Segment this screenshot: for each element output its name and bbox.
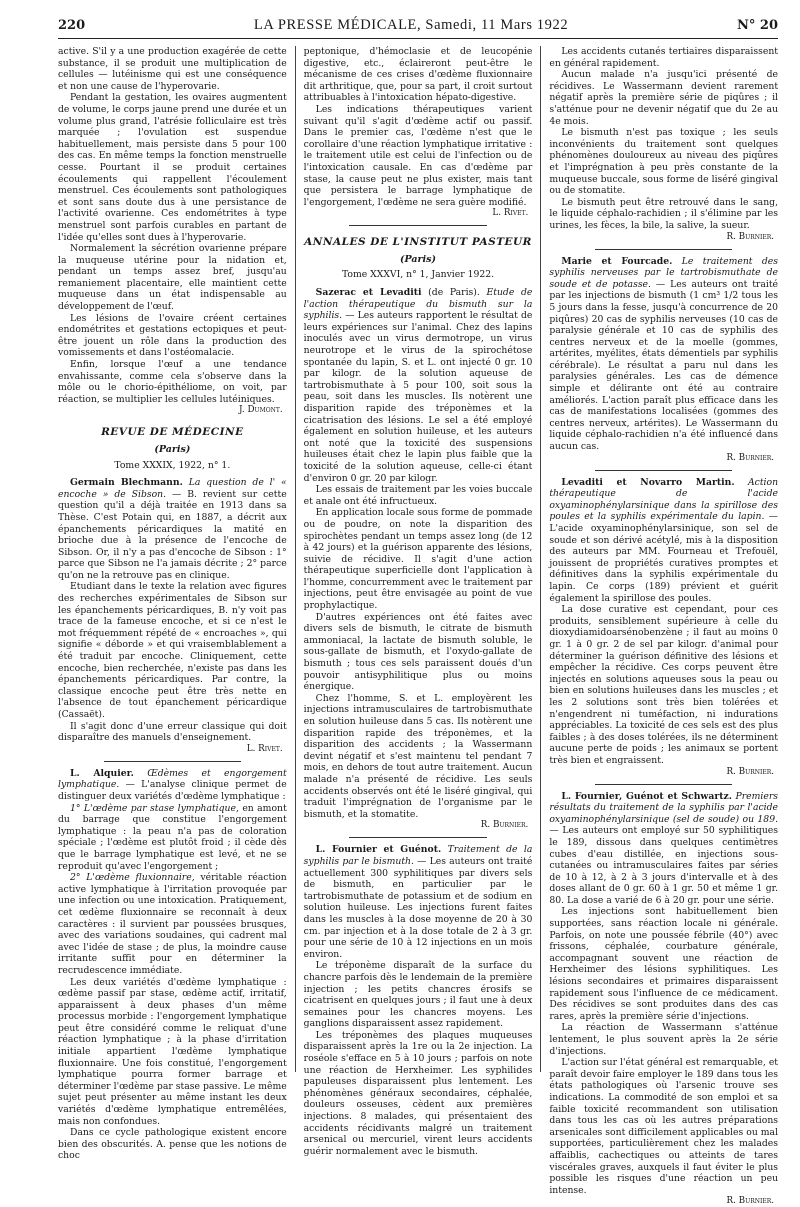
paragraph: peptonique, d'hémoclasie et de leucopénie digestive, etc., éclaireront peut-être le mécanisme de ces crises d'œdème fluxionnaire dit arthritique, que, pour sa part, il croit surtout attribuables à l'intoxication hépato-digestive. [303, 46, 533, 104]
signature: R. Burnier. [480, 820, 529, 831]
paragraph: Etudiant dans le texte la relation avec figures des recherches expérimentales de Sibson sur les épanchements péricardiques, B. n'y voit pas trace de la fameuse encoche, et si ce n'est le mot fréquemment répété de « encroaches », qui signifie « déborde » et qui vraisemblablement a été traduit par encoche. Cliniquement, cette encoche, bien recherchée, n'existe pas dans les épanchements péricardiques. Par contre, la classique encoche peut être très nette en l'absence de tout épanchement péricardique (Cassaët). [58, 581, 287, 720]
signature: R. Burnier. [726, 766, 775, 777]
paragraph: La dose curative est cependant, pour ces produits, sensiblement supérieure à celle du dioxydiamidoarsénobenzène ; il faut au moins 0 gr. 1 à 0 gr. 2 de sel par kilogr. d'animal pour déterminer la guérison définitive des lésions et empêcher la récidive. Ces corps peuvent être injectés en solutions aqueuses sous la peau ou bien en solutions huileuses dans les muscles ; et les 2 solutions sont très bien tolérées et n'engendrent ni tuméfaction, ni indurations appréciables. La toxicité de ces sels est des plus faibles ; à des doses tolérées, ils ne déterminent aucune perte de poids ; les animaux se portent très bien et engraissent. [549, 604, 779, 766]
paragraph: Les essais de traitement par les voies buccale et anale ont été infructueux. [303, 484, 533, 507]
paragraph: Les lésions de l'ovaire créent certaines endométrites et gestations ectopiques et peut-être jouent un rôle dans la production des vomissements et dans l'ostéomalacie. [58, 312, 287, 359]
paragraph: Les deux variétés d'œdème lymphatique : œdème passif par stase, œdème actif, irritatif, apparaissent à deux phases d'un même processus morbide : l'engorgement lymphatique peut être considéré comme le reliquat d'une réaction lymphatique ; à la phase d'irritation initiale appartient l'œdème lymphatique fluxionnaire. Une fois constitué, l'engorgement lymphatique pourra former barrage et déterminer l'œdème par stase passive. Le même sujet peut présenter au même instant les deux variétés d'œdème lymphatique entremêlées, mais non confondues. [58, 976, 287, 1127]
signature: J. Dumont. [239, 405, 283, 416]
author: L. Fournier, Guénot et Schwartz. [561, 790, 733, 802]
author: Levaditi et Novarro Martin. [561, 476, 735, 488]
text: — Les auteurs rapportent le résultat de leurs expériences sur l'animal. Chez des lapins inoculés avec un virus dermotrope, un virus neurotrope et le virus de la spirochétose spontanée du lapin, S. et L. ont injecté 0 gr. 10 par kilogr. de la solution aqueuse de tartrobismuthate à 5 pour 100, soit sous la peau, soit dans les muscles. Ils notèrent une disparition rapide des tréponèmes et la cicatrisation des lésions. Le sel a été employé également en solution huileuse, et les auteurs ont noté que la toxicité des suspensions huileuses était chez le lapin plus faible que la toxicité de la solution aqueuse, celle-ci étant d'environ 0 gr. 20 par kilogr. [303, 310, 533, 484]
article-title: Action thérapeutique de l'acide oxyaminophénylarsinique dans la spirillose des poules et la syphilis expérimentale du lapin. [549, 476, 779, 523]
article-title: Traitement de la syphilis par le bismuth. [303, 844, 533, 867]
signature: L. Rivet. [246, 743, 283, 754]
article-title: Le traitement des syphilis nerveuses par le tartrobismuthate de soude et de potasse. [549, 255, 779, 290]
paragraph: Le bismuth n'est pas toxique ; les seuls inconvénients du traitement sont quelques phénomènes douloureux au niveau des piqûres et l'imprégnation à peu près constante de la muqueuse buccale, sous forme de liséré gingival ou de stomatite. [549, 127, 779, 197]
separator [595, 784, 732, 785]
abstract-paragraph [58, 768, 287, 803]
abstract-paragraph [549, 256, 778, 453]
paragraph: Les accidents cutanés tertiaires disparaissent en général rapidement. [549, 46, 779, 69]
paragraph: La réaction de Wassermann s'atténue lentement, le plus souvent après la 2e série d'injections. [549, 1022, 779, 1057]
signature: L. Rivet. [492, 208, 529, 219]
paragraph: Dans ce cycle pathologique existent encore bien des obscurités. A. pense que les notions de choc [58, 1127, 287, 1162]
paragraph [58, 872, 287, 976]
paragraph: Enfin, lorsque l'œuf a une tendance envahissante, comme cela s'observe dans la môle ou le chorio-épithéliome, on voit, par réaction, se multiplier les cellules lutéiniques. [58, 359, 287, 405]
author: L. Fournier et Guénot. [315, 844, 442, 856]
paragraph: Normalement la sécrétion ovarienne prépare la muqueuse utérine pour la nidation et, pendant un temps assez bref, jusqu'au remaniement placentaire, elle maintient cette muqueuse dans un état indispensable au développement de l'œuf. [58, 243, 287, 313]
journal-city: (Paris) [400, 253, 437, 265]
text: en amont du barrage que constitue l'engorgement lymphatique : la peau n'a pas de coloration spéciale ; l'œdème est plutôt froid ; il cède dès que le barrage lymphatique est levé, et ne se reproduit qu'avec l'engorgement ; [58, 802, 287, 872]
journal-running-title: LA PRESSE MÉDICALE, Samedi, 11 Mars 1922 [253, 16, 569, 33]
tome-info: Tome XXXIX, 1922, n° 1. [114, 459, 231, 471]
column-2 [303, 46, 533, 1157]
paragraph: D'autres expériences ont été faites avec divers sels de bismuth, le citrate de bismuth ammoniacal, la lactate de bismuth soluble, le sous-gallate de bismuth, et l'oxydo-gallate de bismuth ; tous ces sels paraissent doués d'un pouvoir antisyphilitique plus ou moins énergique. [303, 611, 533, 693]
page-number: 220 [58, 17, 86, 33]
paragraph: Aucun malade n'a jusqu'ici présenté de récidives. Le Wassermann devient rarement négatif après la première série de piqûres ; il s'atténue pour ne devenir négatif que du 2e au 4e mois. [549, 69, 779, 127]
separator [104, 761, 241, 762]
journal-heading: ANNALES DE L'INSTITUT PASTEUR [304, 236, 532, 249]
author: Germain Blechmann. [70, 477, 183, 489]
author: Sazerac et Levaditi [315, 287, 422, 299]
signature: R. Burnier. [726, 452, 775, 463]
article-title: La question de l' « encoche » de Sibson. [58, 477, 287, 500]
text: 1° L'œdème par stase lymphatique, [70, 802, 239, 814]
text: — Les auteurs ont traité actuellement 300 syphilitiques par divers sels de bismuth, en particulier par le tartrobismuthate de potassium et de sodium en solution huileuse. Les injections furent faites dans les muscles à la dose moyenne de 20 à 30 cm. par injection et à la dose totale de 2 à 3 gr. pour une série de 10 à 12 injections en un mois environ. [303, 855, 533, 960]
paragraph: Il s'agit donc d'une erreur classique qui doit disparaître des manuels d'enseignement. [58, 720, 287, 744]
text: 2° L'œdème fluxionnaire, [70, 872, 195, 884]
text: — B. revient sur cette question qu'il a déjà traitée en 1913 dans sa Thèse. C'est Potain qui, en 1887, a décrit aux épanchements péricardiques la matité en brioche due à la présence de l'encoche de Sibson. Or, il n'y a pas d'encoche de Sibson : 1° parce que Sibson ne l'a jamais décrite ; 2° parce qu'on ne la retrouve pas en clinique. [58, 488, 287, 581]
abstract-paragraph [304, 844, 533, 960]
paragraph: Le tréponème disparaît de la surface du chancre parfois dès le lendemain de la première injection ; les petits chancres érosifs se cicatrisent en quelques jours ; il faut une à deux semaines pour les chancres moyens. Les ganglions disparaissent assez rapidement. [303, 960, 533, 1030]
text: — L'acide oxyaminophénylarsinique, son sel de soude et son dérivé acétylé, mis à la disposition des auteurs par MM. Fourneau et Trefouël, jouissent de propriétés curatives promptes et définitives dans la syphilis expérimentale du lapin. Ce corps (189) prévient et guérit également la spirillose des poules. [549, 511, 779, 604]
separator [595, 470, 732, 471]
article-title: Premiers résultats du traitement de la syphilis par l'acide oxyaminophénylarsinique (sel de soude) ou 189. [549, 790, 779, 825]
paragraph: Le bismuth peut être retrouvé dans le sang, le liquide céphalo-rachidien ; il s'élimine par les urines, les fèces, la bile, la salive, la sueur. [549, 196, 779, 231]
paragraph [58, 803, 287, 873]
tome-info: Tome XXXVI, n° 1, Janvier 1922. [341, 269, 495, 281]
article-columns [58, 46, 779, 1207]
abstract-paragraph [549, 477, 778, 605]
paragraph: Les indications thérapeutiques varient suivant qu'il s'agit d'œdème actif ou passif. Dans le premier cas, l'œdème n'est que le corollaire d'une réaction lymphatique irritative : le traitement utile est celui de l'infection ou de l'intoxication causale. En cas d'œdème par stase, la cause peut ne plus exister, mais tant que persistera le barrage lymphatique de l'engorgement, l'œdème ne sera guère modifié. [303, 103, 533, 208]
paragraph: Les injections sont habituellement bien supportées, sans réaction locale ni générale. Parfois, on note une poussée fébrile (40°) avec frissons, céphalée, courbature générale, accompagnant souvent une réaction de Herxheimer des lésions syphilitiques. Les lésions secondaires et primaires disparaissent rapidement sous l'influence de ce médicament. Des récidives se sont produites dans des cas rares, après la première série d'injections. [549, 906, 779, 1022]
abstract-paragraph [304, 287, 533, 484]
paragraph: En application locale sous forme de pommade ou de poudre, on note la disparition des spirochètes pendant un temps assez long (de 12 à 42 jours) et la guérison apparente des lésions, suivie de récidive. Il s'agit d'une action thérapeutique superficielle dont l'application à l'homme, concurremment avec le traitement par injections, peut être envisagée au point de vue prophylactique. [303, 507, 533, 612]
author: L. Alquier. [70, 767, 134, 779]
column-rule [540, 46, 541, 1072]
journal-city: (Paris) [154, 443, 191, 455]
abstract-paragraph [58, 477, 287, 581]
paragraph: Pendant la gestation, les ovaires augmentent de volume, le corps jaune prend une durée et un volume plus grand, l'atrésie folliculaire est très marquée ; l'ovulation est suspendue habituellement, mais persiste dans 5 pour 100 des cas. En même temps la fonction menstruelle cesse. Pourtant il se produit certaines écoulements qui rappellent l'écoulement menstruel. Ces écoulements sont pathologiques et sont sans doute dus à une persistance de l'activité ovarienne. Ces endométrites à type menstruel sont parfois curables en partant de l'idée qu'elles sont dues à l'hyperovarie. [58, 92, 287, 243]
article-title: Etude de l'action thérapeutique du bismuth sur la syphilis. [303, 287, 533, 322]
text: — Les auteurs ont employé sur 50 syphilitiques le 189, dissous dans quelques centimètres cubes d'eau distillée, en injections sous-cutanées ou intramusculaires faites par séries de 10 à 12, à 2 à 3 jours d'intervalle et à des doses allant de 0 gr. 60 à 1 gr. 50 et même 1 gr. 80. La dose a varié de 6 à 20 gr. pour une série. [549, 825, 779, 906]
text: — Les auteurs ont traité par les injections de bismuth (1 cm³ 1/2 tous les 5 jours dans la fesse, jusqu'à concurrence de 20 piqûres) 20 cas de syphilis nerveuses (10 cas de paralysie générale et 10 cas de syphilis des centres nerveux et de la moelle (gommes, artérites, myélites, états démentiels par syphilis cérébrale). Le résultat a paru nul dans les paralysies générales. Les cas de démence simple et délirante ont été au contraire améliorés. L'action paraît plus efficace dans les cas de manifestations localisées (gommes des centres nerveux, artérites). Le Wassermann du liquide céphalo-rachidien n'a été influencé dans aucun cas. [549, 278, 779, 453]
paragraph: Les tréponèmes des plaques muqueuses disparaissent après la 1re ou la 2e injection. La roséole s'efface en 5 à 10 jours ; parfois on note une réaction de Herxheimer. Les syphilides papuleuses disparaissent plus lentement. Les phénomènes généraux secondaires, céphalée, douleurs osseuses, cèdent aux premières injections. 8 malades, qui présentaient des accidents récidivants malgré un traitement arsenical ou mercuriel, virent leurs accidents guérir normalement avec le bismuth. [303, 1029, 533, 1157]
paragraph: L'action sur l'état général est remarquable, et paraît devoir faire employer le 189 dans tous les états pathologiques où l'arsenic trouve ses indications. La commodité de son emploi et sa faible toxicité recommandent son utilisation dans tous les cas où les autres préparations arsenicales sont difficilement applicables ou mal supportées, particulièrement chez les malades affaiblis, cachectiques ou atteints de tares viscérales graves, auxquels il faut éviter le plus possible les risques d'une réaction un peu intense. [549, 1057, 779, 1196]
paragraph: Chez l'homme, S. et L. employèrent les injections intramusculaires de tartrobismuthate en solution huileuse dans 5 cas. Ils notèrent une disparition rapide des tréponèmes, et la disparition des accidents ; la Wassermann devint négatif et s'est maintenu tel pendant 7 mois, en dehors de tout autre traitement. Aucun malade n'a présenté de récidive. Les seuls accidents observés ont été le liséré gingival, qui traduit l'imprégnation de l'organisme par le bismuth, et la stomatite. [303, 692, 533, 820]
journal-heading: REVUE DE MÉDECINE [101, 426, 244, 439]
separator [349, 837, 486, 838]
paragraph: active. S'il y a une production exagérée de cette substance, il se produit une multiplication de cellules — lutéinisme qui est une conséquence et non une cause de l'hyperovarie. [58, 46, 287, 92]
column-1 [58, 46, 287, 1162]
signature: R. Burnier. [726, 1196, 775, 1207]
separator [349, 225, 486, 226]
text: véritable réaction active lymphatique à l'irritation provoquée par une infection ou une intoxication. Pratiquement, cet œdème fluxionnaire se reconnaît à deux caractères : il survient par poussées brusques, avec des variations soudaines, qui cadrent mal avec l'idée de stase ; de plus, la moindre cause irritante suffit pour en déterminer la recrudescence immédiate. [58, 872, 287, 976]
abstract-paragraph [549, 791, 778, 907]
running-header [58, 12, 778, 39]
signature: R. Burnier. [726, 231, 775, 242]
issue-number: N° 20 [736, 17, 778, 33]
article-title: Œdèmes et engorgement lymphatique. [58, 767, 287, 791]
separator [595, 249, 732, 250]
column-3 [549, 46, 779, 1207]
column-rule [295, 46, 296, 1072]
text: (de Paris). [421, 287, 480, 299]
text: — L'analyse clinique permet de distinguer deux variétés d'œdème lymphatique : [58, 779, 287, 802]
author: Marie et Fourcade. [561, 255, 673, 267]
